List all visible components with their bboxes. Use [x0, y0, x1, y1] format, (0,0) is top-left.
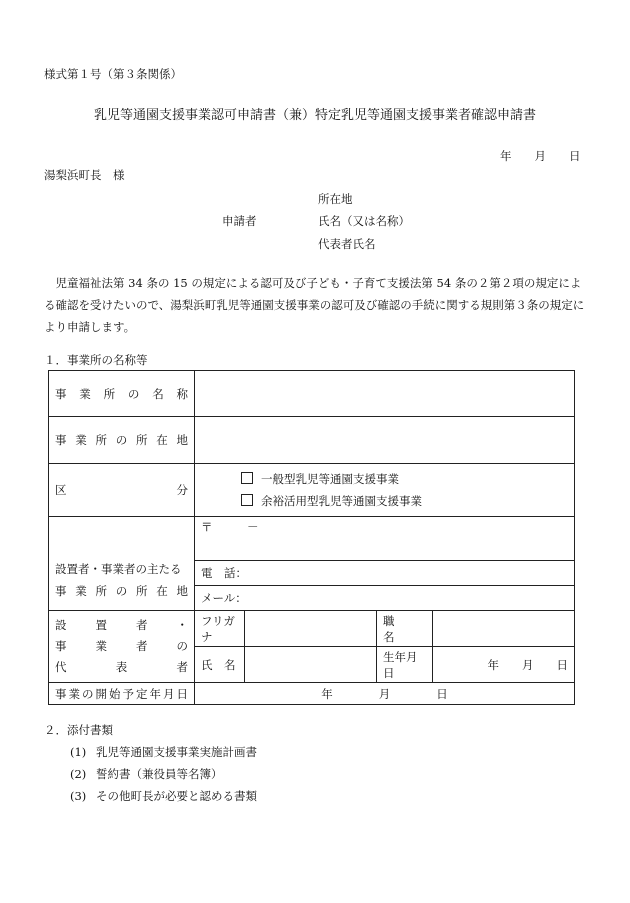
- facility-address-label: 事業所の所在地: [49, 417, 195, 464]
- facility-name-field[interactable]: [195, 371, 575, 417]
- address-label: 所在地: [318, 192, 353, 206]
- rep-name-field[interactable]: [245, 647, 377, 683]
- start-date-field[interactable]: 年 月 日: [195, 683, 575, 705]
- furigana-label: フリガナ: [195, 611, 245, 647]
- birthdate-field[interactable]: 年 月 日: [433, 647, 575, 683]
- facility-name-label: 事業所の名称: [49, 371, 195, 417]
- surplus-type-label: 余裕活用型乳児等通園支援事業: [261, 494, 422, 508]
- facility-address-field[interactable]: [195, 417, 575, 464]
- document-title: 乳児等通園支援事業認可申請書（兼）特定乳児等通園支援事業者確認申請書: [93, 108, 536, 123]
- section2-title: ２．添付書類: [44, 723, 113, 737]
- category-options: [195, 464, 575, 517]
- form-number: 様式第１号（第３条関係）: [44, 67, 182, 81]
- postal-field[interactable]: 〒 －: [195, 517, 574, 561]
- facility-info-table: [48, 370, 575, 705]
- position-label: 職 名: [377, 611, 433, 647]
- general-type-checkbox[interactable]: [241, 472, 253, 484]
- email-field[interactable]: メール：: [201, 591, 247, 605]
- date-line: 年 月 日: [500, 149, 581, 163]
- main-office-fields: [195, 517, 575, 611]
- general-type-label: 一般型乳児等通園支援事業: [261, 472, 399, 486]
- applicant-label: 申請者: [222, 214, 257, 228]
- representative-label-cell: 設置者・ 事業者の 代表者: [49, 611, 195, 683]
- name-cell-label: 氏 名: [195, 647, 245, 683]
- section1-title: １．事業所の名称等: [44, 353, 148, 367]
- representative-label: 代表者氏名: [318, 237, 376, 251]
- position-field[interactable]: [433, 611, 575, 647]
- birthdate-label: 生年月日: [377, 647, 433, 683]
- surplus-type-checkbox[interactable]: [241, 494, 253, 506]
- category-label: 区分: [49, 464, 195, 517]
- attachment-item: (1) 乳児等通園支援事業実施計画書: [70, 745, 257, 759]
- attachment-item: (3) その他町長が必要と認める書類: [70, 789, 257, 803]
- start-date-label: 事業の開始予定年月日: [49, 683, 195, 705]
- furigana-field[interactable]: [245, 611, 377, 647]
- phone-field[interactable]: 電 話：: [195, 561, 574, 586]
- main-office-label: 設置者・事業者の主たる 事業所の所在地: [49, 517, 195, 611]
- application-statement: 児童福祉法第 34 条の 15 の規定による認可及び子ども・子育て支援法第 54 条の２第２項の規定による確認を受けたいので、湯梨浜町乳児等通園支援事業の認可及び確認の手続に関する規則第３条の規定により申請します。: [44, 276, 585, 334]
- addressee: 湯梨浜町長 様: [44, 168, 125, 182]
- attachment-item: (2) 誓約書（兼役員等名簿）: [70, 767, 223, 781]
- name-label: 氏名（又は名称）: [318, 214, 410, 228]
